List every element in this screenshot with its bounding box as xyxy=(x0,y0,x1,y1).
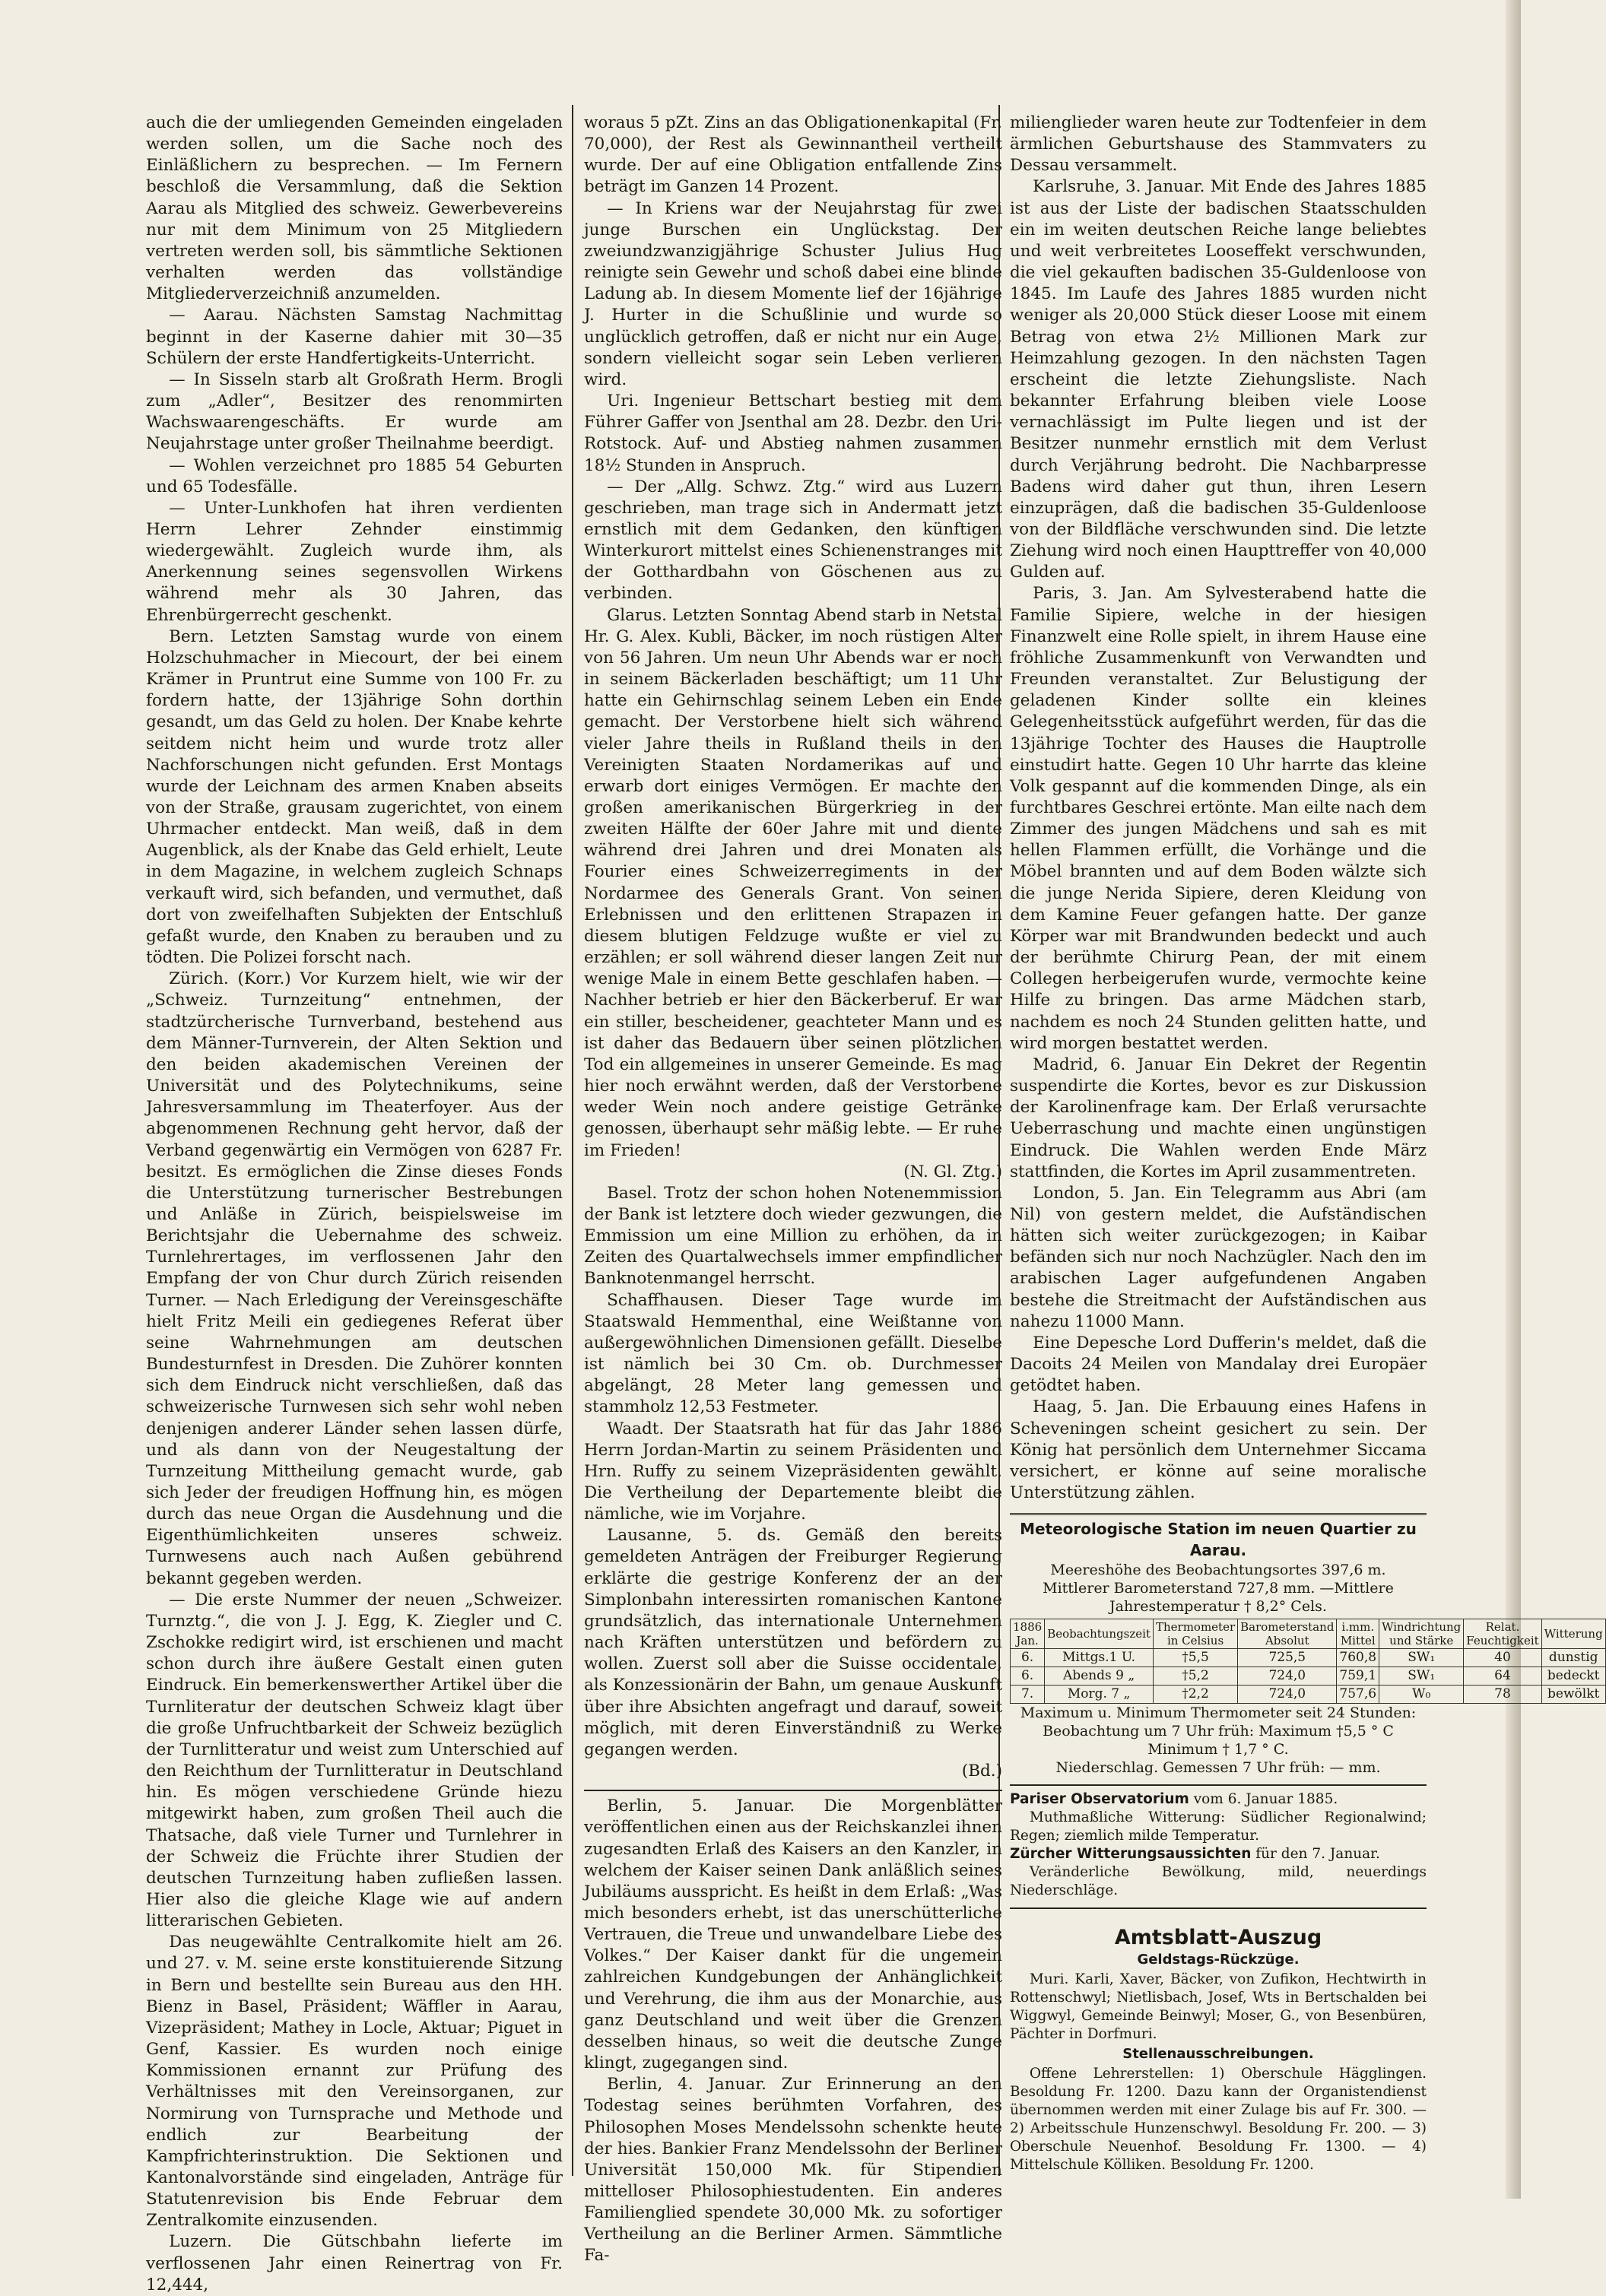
article-paragraph: Schaffhausen. Dieser Tage wurde im Staatswald Hemmenthal, eine Weißtanne von außergewöhnlichen Dimensionen gefällt. Dieselbe ist nämlich bei 30 Cm. ob. Durchmesser abgelängt, 28 Meter lang gemessen und stammholz 12,53 Festmeter. xyxy=(584,1290,1002,1417)
article-paragraph: Karlsruhe, 3. Januar. Mit Ende des Jahres 1885 ist aus der Liste der badischen Staatsschulden ein im weiten deutschen Reiche lange beliebtes und weit verbreitetes Looseffekt verschwunden, die viel gekauften badischen 35-Guldenloose von 1845. Im Laufe des Jahres 1885 wurden nicht weniger als 20,000 Stück dieser Loose mit einem Betrag von etwa 2½ Millionen Mark zur Heimzahlung gezogen. In den nächsten Tagen erscheint die letzte Ziehungsliste. Nach bekannter Erfahrung bleiben viele Loose vernachlässigt im Pulte liegen und ist der Besitzer nunmehr ernstlich mit dem Verlust durch Verjährung bedroht. Die Nachbarpresse Badens wird daher gut thun, ihren Lesern einzuprägen, daß die badischen 35-Guldenloose von der Bildfläche verschwunden sind. Die letzte Ziehung wird noch einen Haupttreffer von 40,000 Gulden auf. xyxy=(1010,177,1427,582)
table-cell: 7. xyxy=(1011,1686,1045,1704)
section-divider xyxy=(584,1790,1002,1791)
column-2 xyxy=(584,113,1002,2266)
article-paragraph: Uri. Ingenieur Bettschart bestieg mit dem Führer Gaffer von Jsenthal am 28. Dezbr. den Uri-Rotstock. Auf- und Abstieg nahmen zusammen 18½ Stunden in Anspruch. xyxy=(584,392,1002,475)
source-credit: (N. Gl. Ztg.) xyxy=(903,1162,1002,1181)
weather-table xyxy=(1010,1619,1606,1704)
weather-station-title: Meteorologische Station im neuen Quartier zu Aarau. xyxy=(1010,1513,1427,1561)
gazette-subheading: Stellenausschreibungen. xyxy=(1122,2045,1314,2062)
gazette-subheading: Geldstags-Rückzüge. xyxy=(1137,1951,1300,1968)
paris-forecast-heading: Pariser Observatorium xyxy=(1010,1791,1189,1808)
table-cell: 64 xyxy=(1464,1667,1541,1686)
table-cell: Abends 9 „ xyxy=(1045,1667,1154,1686)
column-rule-1 xyxy=(572,105,573,2176)
zurich-forecast-date: für den 7. Januar. xyxy=(1255,1846,1380,1863)
article-paragraph: Zürich. (Korr.) Vor Kurzem hielt, wie wir der „Schweiz. Turnzeitung“ entnehmen, der stadtzürcherische Turnverband, bestehend aus dem Männer-Turnverein, der Alten Sektion und den beiden akademischen Vereinen der Universität und des Polytechnikums, seine Jahresversammlung im Theaterfoyer. Aus der abgenommenen Rechnung geht hervor, daß der Verband gegenwärtig ein Vermögen von 6287 Fr. besitzt. Es ermöglichen die Zinse dieses Fonds die Unterstützung turnerischer Bestrebungen und Anläße in Zürich, beispielsweise im Berichtsjahr die Uebernahme des schweiz. Turnlehrertages, im verflossenen Jahr den Empfang der von Chur durch Zürich reisenden Turner. — Nach Erledigung der Vereinsgeschäfte hielt Fritz Meili ein gediegenes Referat über seine Wahrnehmungen am deutschen Bundesturnfest in Dresden. Die Zuhörer konnten sich dem Eindruck nicht verschließen, daß das schweizerische Turnwesen sich sehr wohl neben denjenigen anderer Länder sehen lassen dürfe, und als dann von der Neugestaltung der Turnzeitung Mittheilung gemacht wurde, gab sich Jeder der freudigen Hoffnung hin, es mögen durch das neue Organ die Ausdehnung und die Eigenthümlichkeiten unseres schweiz. Turnwesens auch nach Außen gebührend bekannt gegeben werden. xyxy=(146,969,563,1588)
official-gazette-title: Amtsblatt-Auszug xyxy=(1114,1926,1322,1950)
section-divider xyxy=(1010,1784,1427,1786)
article-paragraph: — Der „Allg. Schwz. Ztg.“ wird aus Luzern geschrieben, man trage sich in Andermatt jetzt ernstlich mit dem Gedanken, den künftigen Winterkurort mittelst eines Schienenstranges mit der Gotthardbahn von Göschenen aus zu verbinden. xyxy=(584,477,1002,604)
header-cell: Witterung xyxy=(1541,1619,1605,1649)
table-cell: dunstig xyxy=(1541,1649,1605,1667)
article-paragraph: Haag, 5. Jan. Die Erbauung eines Hafens in Scheveningen scheint gesichert zu sein. Der König hat persönlich dem Unternehmer Siccama versichert, er könne auf seine moralische Unterstützung zählen. xyxy=(1010,1397,1427,1502)
article-paragraph: milienglieder waren heute zur Todtenfeier in dem ärmlichen Geburtshause des Stammvaters zu Dessau versammelt. xyxy=(1010,113,1427,176)
paris-forecast-text: Muthmaßliche Witterung: Südlicher Regionalwind; Regen; ziemlich milde Temperatur. xyxy=(1010,1809,1427,1844)
article-paragraph: Eine Depesche Lord Dufferin's meldet, daß die Dacoits 24 Meilen von Mandalay drei Europäer getödtet haben. xyxy=(1010,1333,1427,1396)
article-paragraph: — Aarau. Nächsten Samstag Nachmittag beginnt in der Kaserne dahier mit 30—35 Schülern der erste Handfertigkeits-Unterricht. xyxy=(146,306,563,368)
table-cell: W₀ xyxy=(1379,1686,1464,1704)
table-cell: †5,2 xyxy=(1153,1667,1237,1686)
page-edge xyxy=(1506,0,1521,2199)
table-row xyxy=(1011,1667,1606,1686)
table-cell: 724,0 xyxy=(1238,1686,1337,1704)
article-paragraph: Berlin, 4. Januar. Zur Erinnerung an den Todestag seines berühmten Vorfahren, des Philosophen Moses Mendelssohn schenkte heute der hies. Bankier Franz Mendelssohn der Berliner Universität 150,000 Mk. für Stipendien mittelloser Philosophiestudenten. Ein anderes Familienglied spendete 30,000 Mk. zu sofortiger Vertheilung an die Berliner Armen. Sämmtliche Fa- xyxy=(584,2075,1002,2266)
table-cell: Morg. 7 „ xyxy=(1045,1686,1154,1704)
source-credit: (Bd.) xyxy=(961,1762,1002,1781)
table-cell: 6. xyxy=(1011,1667,1045,1686)
weather-note: Beobachtung um 7 Uhr früh: Maximum †5,5 ° C xyxy=(1043,1723,1394,1740)
article-paragraph: Berlin, 5. Januar. Die Morgenblätter veröffentlichen einen aus der Reichskanzlei ihnen zugesandten Erlaß des Kaisers an den Kanzler, in welchem der Kaiser seinen Dank anläßlich seines Jubiläums ausspricht. Es heißt in dem Erlaß: „Was mich besonders erhebt, ist das unerschütterliche Vertrauen, die Treue und unwandelbare Liebe des Volkes.“ Der Kaiser dankt für die ungemein zahlreichen Kundgebungen der Anhänglichkeit und Verehrung, die ihm aus der Monarchie, aus ganz Deutschland und weit über die Grenzen desselben hinaus, so weit die deutsche Zunge klingt, zugegangen sind. xyxy=(584,1797,1002,2073)
column-1 xyxy=(146,113,563,2294)
table-cell: 759,1 xyxy=(1337,1667,1379,1686)
header-cell: Relat. Feuchtigkeit xyxy=(1464,1619,1541,1649)
gazette-entry: Muri. Karli, Xaver, Bäcker, von Zufikon, Hechtwirth in Rottenschwyl; Nietlisbach, Josef, Wts in Bertschalden bei Wiggwyl, Gemeinde Beinwyl; Moser, G., von Besenbüren, Pächter in Dorfmuri. xyxy=(1010,1971,1427,2042)
article-paragraph: Basel. Trotz der schon hohen Notenemmission der Bank ist letztere doch wieder gezwungen, die Emmission um eine Million zu erhöhen, da in Zeiten des Quartalwechsels immer empfindlicher Banknotenmangel herrscht. xyxy=(584,1183,1002,1289)
table-cell: 725,5 xyxy=(1238,1649,1337,1667)
table-cell: Mittgs.1 U. xyxy=(1045,1649,1154,1667)
article-paragraph: Paris, 3. Jan. Am Sylvesterabend hatte die Familie Sipiere, welche in der hiesigen Finanzwelt eine Rolle spielt, in ihrem Hause eine fröhliche Zusammenkunft von Verwandten und Freunden veranstaltet. Zur Belustigung der geladenen Kinder sollte ein kleines Gelegenheitsstück aufgeführt werden, für das die 13jährige Tochter des Hauses die Hauptrolle einstudirt hatte. Gegen 10 Uhr harrte das kleine Volk gespannt auf die kommenden Dinge, als ein furchtbares Geschrei ertönte. Man eilte nach dem Zimmer des jungen Mädchens und sah es mit hellen Flammen erfüllt, die Vorhänge und die Möbel brannten und auf dem Boden wälzte sich die junge Nerida Sipiere, deren Kleidung von dem Kamine Feuer gefangen hatte. Der ganze Körper war mit Brandwunden bedeckt und auch der berühmte Chirurg Pean, der mit einem Collegen herbeigerufen wurde, vermochte keine Hilfe zu bringen. Das arme Mädchen starb, nachdem es noch 24 Stunden gelitten hatte, und wird morgen bestattet werden. xyxy=(1010,584,1427,1053)
article-paragraph: — Unter-Lunkhofen hat ihren verdienten Herrn Lehrer Zehnder einstimmig wiedergewählt. Zugleich wurde ihm, als Anerkennung seines segensvollen Wirkens während mehr als 30 Jahren, das Ehrenbürgerrecht geschenkt. xyxy=(146,498,563,625)
article-paragraph: Lausanne, 5. ds. Gemäß den bereits gemeldeten Anträgen der Freiburger Regierung erklärte die gestrige Konferenz der an der Simplonbahn interessirten romanischen Kantone grundsätzlich, das internationale Unternehmen nach Kräften unterstützen und befördern zu wollen. Zuerst soll aber die Suisse occidentale, als Konzessionärin der Bahn, um genaue Auskunft über ihre Absichten angefragt und darauf, soweit möglich, mit deren Einverständniß zu Werke gegangen werden. xyxy=(584,1526,1002,1759)
station-altitude: Meereshöhe des Beobachtungsortes 397,6 m. xyxy=(1050,1562,1386,1579)
header-cell: 1886 Jan. xyxy=(1011,1619,1045,1649)
table-cell: 40 xyxy=(1464,1649,1541,1667)
article-paragraph: — Wohlen verzeichnet pro 1885 54 Geburten und 65 Todesfälle. xyxy=(146,455,563,496)
table-row xyxy=(1011,1686,1606,1704)
table-cell: 6. xyxy=(1011,1649,1045,1667)
zurich-forecast-heading: Zürcher Witterungsaussichten xyxy=(1010,1846,1252,1863)
section-divider xyxy=(1010,1908,1427,1909)
table-cell: 757,6 xyxy=(1337,1686,1379,1704)
header-cell: Beobachtungszeit xyxy=(1045,1619,1154,1649)
table-cell: †2,2 xyxy=(1153,1686,1237,1704)
table-cell: †5,5 xyxy=(1153,1649,1237,1667)
header-cell: Thermometer in Celsius xyxy=(1153,1619,1237,1649)
paris-forecast-date: vom 6. Januar 1885. xyxy=(1193,1791,1338,1808)
weather-note: Minimum † 1,7 ° C. xyxy=(1147,1741,1289,1758)
article-paragraph: — In Sisseln starb alt Großrath Herm. Brogli zum „Adler“, Besitzer des renommirten Wachswaarengeschäfts. Er wurde am Neujahrstage unter großer Theilnahme beerdigt. xyxy=(146,369,563,454)
article-paragraph: London, 5. Jan. Ein Telegramm aus Abri (am Nil) von gestern meldet, die Aufständischen hätten sich weiter zurückgezogen; in Kaibar befänden sich nur noch Nachzügler. Nach den im arabischen Lager aufgefundenen Angaben bestehe die Streitmacht der Aufständischen aus nahezu 11000 Mann. xyxy=(1010,1183,1427,1331)
weather-note: Niederschlag. Gemessen 7 Uhr früh: — mm. xyxy=(1055,1759,1381,1777)
article-paragraph: Bern. Letzten Samstag wurde von einem Holzschuhmacher in Miecourt, der bei einem Krämer in Pruntrut eine Summe von 100 Fr. zu fordern hatte, der 13jährige Sohn dorthin gesandt, um das Geld zu holen. Der Knabe kehrte seitdem nicht heim und wurde trotz aller Nachforschungen nicht gefunden. Erst Montags wurde der Leichnam des armen Knaben abseits von der Straße, grausam zugerichtet, von einem Uhrmacher entdeckt. Man weiß, daß in dem Augenblick, als der Knabe das Geld erhielt, Leute in dem Magazine, in welchem zugleich Schnaps verkauft wird, sich befanden, und vermuthet, daß dort von zweifelhaften Subjekten der Entschluß gefaßt wurde, den Knaben zu berauben und zu tödten. Die Polizei forscht nach. xyxy=(146,626,563,968)
zurich-forecast xyxy=(1010,1845,1427,1863)
header-cell: Windrichtung und Stärke xyxy=(1379,1619,1464,1649)
station-averages: Mittlerer Barometerstand 727,8 mm. —Mittlere Jahrestemperatur † 8,2° Cels. xyxy=(1043,1580,1394,1616)
article-paragraph: Madrid, 6. Januar Ein Dekret der Regentin suspendirte die Kortes, bevor es zur Diskussion der Karolinenfrage kam. Der Erlaß verursachte Ueberraschung und machte einen ungünstigen Eindruck. Die Wahlen werden Ende März stattfinden, die Kortes im April zusammentreten. xyxy=(1010,1054,1427,1181)
article-paragraph: woraus 5 pZt. Zins an das Obligationenkapital (Fr. 70,000), der Rest als Gewinnantheil vertheilt wurde. Der auf eine Obligation entfallende Zins beträgt im Ganzen 14 Prozent. xyxy=(584,113,1002,197)
article-paragraph: — Die erste Nummer der neuen „Schweizer. Turnztg.“, die von J. J. Egg, K. Ziegler und C. Zschokke redigirt wird, ist erschienen und macht schon durch ihre äußere Gestalt einen guten Eindruck. Ein bemerkenswerther Artikel über die Turnliteratur der deutschen Schweiz klagt über die große Unfruchtbarkeit der Schweiz bezüglich der Turnlitteratur und weist zum Unterschied auf den Reichthum der Turnlitteratur in Deutschland hin. Es mögen verschiedene Gründe hiezu mitgewirkt haben, zum großen Theil auch die Thatsache, daß viele Turner und Turnlehrer in der Schweiz die Früchte ihrer Studien der deutschen Turnzeitung haben zufließen lassen. Hier also die gleiche Klage wie auf andern litterarischen Gebieten. xyxy=(146,1590,563,1931)
header-cell: Barometerstand Absolut xyxy=(1238,1619,1337,1649)
paris-forecast xyxy=(1010,1790,1427,1809)
table-cell: 724,0 xyxy=(1238,1667,1337,1686)
header-cell: i.mm. Mittel xyxy=(1337,1619,1379,1649)
table-cell: SW₁ xyxy=(1379,1649,1464,1667)
article-paragraph: Luzern. Die Gütschbahn lieferte im verflossenen Jahr einen Reinertrag von Fr. 12,444, xyxy=(146,2232,563,2294)
table-cell: SW₁ xyxy=(1379,1667,1464,1686)
zurich-forecast-text: Veränderliche Bewölkung, mild, neuerdings Niederschläge. xyxy=(1010,1864,1427,1899)
table-cell: 760,8 xyxy=(1337,1649,1379,1667)
article-paragraph: auch die der umliegenden Gemeinden eingeladen werden sollen, um die Sache noch des Einläßlichern zu besprechen. — Im Fernern beschloß die Versammlung, daß die Sektion Aarau als Mitglied des schweiz. Gewerbevereins nur mit dem Minimum von 25 Mitgliedern vertreten werden soll, bis sämmtliche Sektionen verhalten werden das vollständige Mitgliederverzeichniß anzumelden. xyxy=(146,113,563,304)
table-cell: bewölkt xyxy=(1541,1686,1605,1704)
article-paragraph: — In Kriens war der Neujahrstag für zwei junge Burschen ein Unglückstag. Der zweiundzwanzigjährige Schuster Julius Hug reinigte sein Gewehr und schoß dabei eine blinde Ladung ab. In diesem Momente lief der 16jährige J. Hurter in die Schußlinie und wurde so unglücklich getroffen, daß er nicht nur ein Auge, sondern vielleicht sogar sein Leben verlieren wird. xyxy=(584,198,1002,389)
column-3 xyxy=(1010,113,1603,2176)
article-paragraph: Waadt. Der Staatsrath hat für das Jahr 1886 Herrn Jordan-Martin zu seinem Präsidenten und Hrn. Ruffy zu seinem Vizepräsidenten gewählt. Die Vertheilung der Departemente bleibt die nämliche, wie im Vorjahre. xyxy=(584,1419,1002,1524)
table-cell: bedeckt xyxy=(1541,1667,1605,1686)
article-paragraph: Das neugewählte Centralkomite hielt am 26. und 27. v. M. seine erste konstituierende Sitzung in Bern und bestellte sein Bureau aus den HH. Bienz in Basel, Präsident; Wäffler in Aarau, Vizepräsident; Mathey in Locle, Aktuar; Piguet in Genf, Kassier. Es wurden noch einige Kommissionen ernannt zur Prüfung des Verhältnisses mit den Vereinsorganen, zur Normirung von Turnsprache und Methode und endlich zur Bearbeitung der Kampfrichterinstruktion. Die Sektionen und Kantonalvorstände sind eingeladen, Anträge für Statutenrevision bis Ende Februar dem Zentralkomite einzusenden. xyxy=(146,1933,563,2231)
weather-table-header xyxy=(1011,1619,1606,1649)
article-paragraph: Glarus. Letzten Sonntag Abend starb in Netstal Hr. G. Alex. Kubli, Bäcker, im noch rüstigen Alter von 56 Jahren. Um neun Uhr Abends war er noch in seinem Bäckerladen beschäftigt; um 11 Uhr hatte ein Gehirnschlag seinem Leben ein Ende gemacht. Der Verstorbene hielt sich während vieler Jahre theils in Rußland theils in den Vereinigten Staaten Nordamerikas auf und erwarb dort einiges Vermögen. Er machte den großen amerikanischen Bürgerkrieg in der zweiten Hälfte der 60er Jahre mit und diente während drei Jahren und drei Monaten als Fourier eines Schweizerregiments in der Nordarmee des Generals Grant. Von seinen Erlebnissen und den erlittenen Strapazen in diesem blutigen Feldzuge wußte er viel zu erzählen; er soll während dieser langen Zeit nur wenige Male in einem Bette geschlafen haben. — Nachher betrieb er hier den Bäckerberuf. Er war ein stiller, bescheidener, geachteter Mann und es ist daher das Bedauern über seinen plötzlichen Tod ein allgemeines in unserer Gemeinde. Es mag hier noch erwähnt werden, daß der Verstorbene weder Wein noch andere geistige Getränke genossen, überhaupt sehr mäßig lebte. — Er ruhe im Frieden! xyxy=(584,605,1002,1160)
weather-note: Maximum u. Minimum Thermometer seit 24 Stunden: xyxy=(1020,1705,1417,1722)
gazette-entry: Offene Lehrerstellen: 1) Oberschule Hägglingen. Besoldung Fr. 1200. Dazu kann der Organistendienst übernommen werden mit einer Zulage bis auf Fr. 300. — 2) Arbeitsschule Hunzenschwyl. Besoldung Fr. 200. — 3) Oberschule Neuenhof. Besoldung Fr. 1300. — 4) Mittelschule Kölliken. Besoldung Fr. 1200. xyxy=(1010,2065,1427,2173)
table-row xyxy=(1011,1649,1606,1667)
table-cell: 78 xyxy=(1464,1686,1541,1704)
